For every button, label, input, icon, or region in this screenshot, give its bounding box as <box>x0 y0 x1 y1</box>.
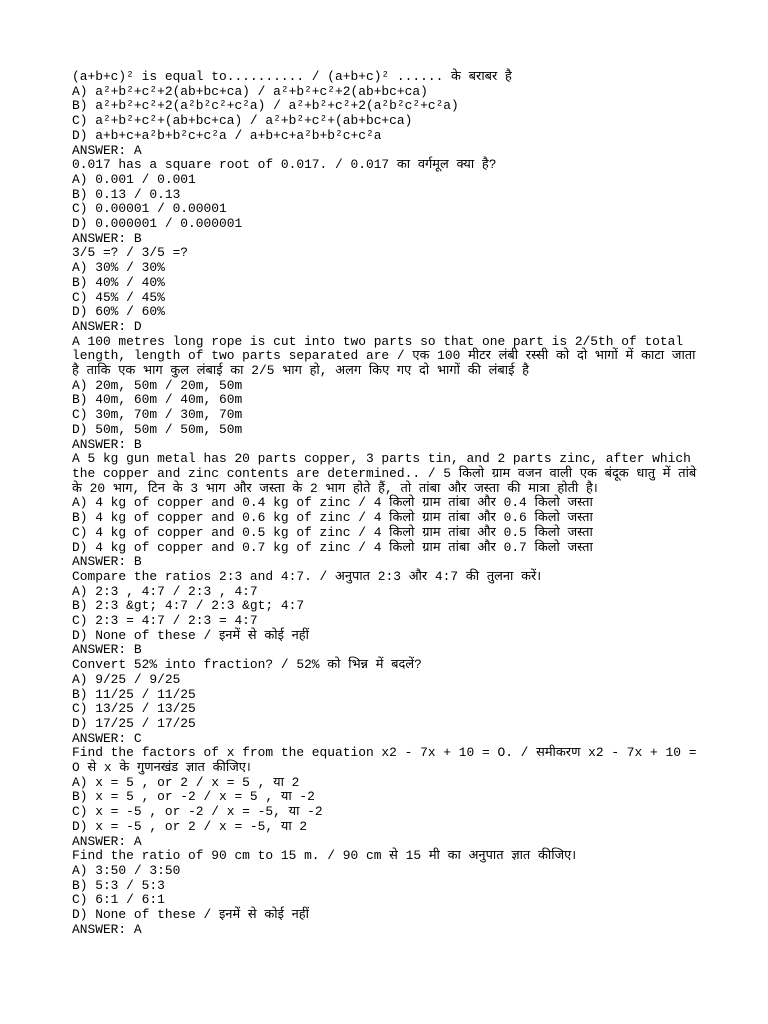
option-c: C) 13/25 / 13/25 <box>72 701 196 717</box>
option-b: B) 11/25 / 11/25 <box>72 686 196 702</box>
answer-line: ANSWER: B <box>72 436 142 452</box>
question-document <box>72 69 705 937</box>
option-c: C) x = -5 , or -2 / x = -5, या -2 <box>72 804 323 820</box>
option-d: D) 4 kg of copper and 0.7 kg of zinc / 4 किलो ग्राम तांबा और 0.7 किलो जस्ता <box>72 539 593 555</box>
option-d: D) None of these / इनमें से कोई नहीं <box>72 627 309 643</box>
question-text: 0.017 has a square root of 0.017. / 0.017 का वर्गमूल क्या है? <box>72 157 497 173</box>
answer-line: ANSWER: C <box>72 730 142 746</box>
question-text: A 100 metres long rope is cut into two parts so that one part is 2/5th of total length, length of two parts separated are / एक 100 मीटर लंबी रस्सी को दो भागों में काटा जाता है ताकि एक भाग कुल लंबाई का 2/5 भाग हो, अलग किए गए दो भागों की लंबाई है <box>72 333 704 379</box>
option-c: C) 0.00001 / 0.00001 <box>72 201 227 217</box>
option-d: D) None of these / इनमें से कोई नहीं <box>72 907 309 923</box>
option-a: A) 2:3 , 4:7 / 2:3 , 4:7 <box>72 583 258 599</box>
option-a: A) 0.001 / 0.001 <box>72 171 196 187</box>
option-a: A) a²+b²+c²+2(ab+bc+ca) / a²+b²+c²+2(ab+bc+ca) <box>72 83 428 99</box>
answer-line: ANSWER: A <box>72 921 142 937</box>
option-d: D) a+b+c+a²b+b²c+c²a / a+b+c+a²b+b²c+c²a <box>72 127 382 143</box>
option-b: B) 40m, 60m / 40m, 60m <box>72 392 243 408</box>
option-b: B) 5:3 / 5:3 <box>72 877 165 893</box>
answer-line: ANSWER: B <box>72 642 142 658</box>
option-a: A) x = 5 , or 2 / x = 5 , या 2 <box>72 774 300 790</box>
question-block <box>72 158 702 246</box>
question-block <box>72 745 705 849</box>
answer-line: ANSWER: A <box>72 833 142 849</box>
option-d: D) 17/25 / 17/25 <box>72 715 196 731</box>
answer-line: ANSWER: B <box>72 230 142 246</box>
question-block <box>72 849 702 937</box>
option-c: C) 45% / 45% <box>72 289 165 305</box>
option-b: B) 0.13 / 0.13 <box>72 186 181 202</box>
question-text: (a+b+c)² is equal to.......... / (a+b+c)² ...... के बराबर है <box>72 69 512 84</box>
answer-line: ANSWER: D <box>72 318 142 334</box>
option-d: D) 0.000001 / 0.000001 <box>72 216 243 232</box>
question-text: Compare the ratios 2:3 and 4:7. / अनुपात 2:3 और 4:7 की तुलना करें। <box>72 568 542 584</box>
option-a: A) 4 kg of copper and 0.4 kg of zinc / 4 किलो ग्राम तांबा और 0.4 किलो जस्ता <box>72 495 593 511</box>
option-a: A) 20m, 50m / 20m, 50m <box>72 377 243 393</box>
question-block <box>72 246 702 334</box>
option-c: C) 6:1 / 6:1 <box>72 892 165 908</box>
question-text: Find the ratio of 90 cm to 15 m. / 90 cm से 15 मी का अनुपात ज्ञात कीजिए। <box>72 848 577 864</box>
option-a: A) 3:50 / 3:50 <box>72 862 181 878</box>
option-d: D) 50m, 50m / 50m, 50m <box>72 421 243 437</box>
option-c: C) 4 kg of copper and 0.5 kg of zinc / 4 किलो ग्राम तांबा और 0.5 किलो जस्ता <box>72 524 593 540</box>
option-b: B) 40% / 40% <box>72 274 165 290</box>
option-d: D) 60% / 60% <box>72 304 165 320</box>
option-a: A) 9/25 / 9/25 <box>72 671 181 687</box>
question-text: A 5 kg gun metal has 20 parts copper, 3 parts tin, and 2 parts zinc, after which the copper and zinc contents are determined.. / 5 किलो ग्राम वजन वाली एक बंदूक धातु में तांबे के 20 भाग, टिन के 3 भाग और जस्ता के 2 भाग होते हैं, तो तांबा और जस्ता की मात्रा होती है। <box>72 451 705 496</box>
question-block <box>72 570 702 658</box>
option-c: C) a²+b²+c²+(ab+bc+ca) / a²+b²+c²+(ab+bc+ca) <box>72 113 413 129</box>
question-block <box>72 658 702 746</box>
option-c: C) 30m, 70m / 30m, 70m <box>72 407 243 423</box>
question-text: Convert 52% into fraction? / 52% को भिन्न में बदलें? <box>72 657 422 673</box>
option-a: A) 30% / 30% <box>72 260 165 276</box>
option-d: D) x = -5 , or 2 / x = -5, या 2 <box>72 818 308 834</box>
question-block <box>72 451 705 570</box>
answer-line: ANSWER: B <box>72 554 142 570</box>
option-b: B) 2:3 &gt; 4:7 / 2:3 &gt; 4:7 <box>72 598 305 614</box>
option-b: B) 4 kg of copper and 0.6 kg of zinc / 4 किलो ग्राम तांबा और 0.6 किलो जस्ता <box>72 510 593 526</box>
question-block <box>72 335 702 453</box>
question-text: Find the factors of x from the equation x2 - 7x + 10 = O. / समीकरण x2 - 7x + 10 = O से x के गुणनखंड ज्ञात कीजिए। <box>72 745 705 776</box>
option-b: B) a²+b²+c²+2(a²b²c²+c²a) / a²+b²+c²+2(a²b²c²+c²a) <box>72 98 459 114</box>
option-c: C) 2:3 = 4:7 / 2:3 = 4:7 <box>72 613 258 629</box>
option-b: B) x = 5 , or -2 / x = 5 , या -2 <box>72 789 315 805</box>
question-text: 3/5 =? / 3/5 =? <box>72 245 189 261</box>
answer-line: ANSWER: A <box>72 142 142 158</box>
question-block <box>72 70 702 158</box>
